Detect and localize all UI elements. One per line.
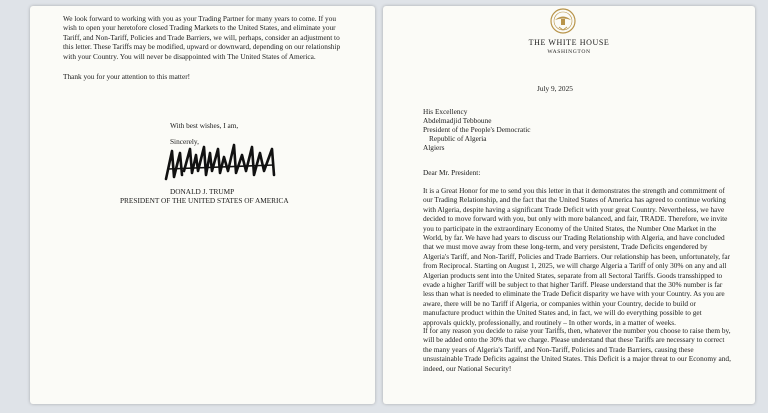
address-line: His Excellency — [423, 107, 468, 116]
address-line: Republic of Algeria — [429, 134, 487, 143]
letterhead-name: THE WHITE HOUSE — [528, 38, 610, 47]
best-wishes-line: With best wishes, I am, — [170, 121, 239, 130]
closing-paragraph: We look forward to working with you as your Trading Partner for many years to come. If you wish to open your heretofore closed Trading Markets to the United States, and eliminate your Tariff, and Non-Tariff, Policies and Trade Barriers, we will, perhaps, consider an adjustment to this letter. These Tariffs may be modified, upward or downward, depending on our relationship with your Country. You will never be disappointed with The United States of America. — [63, 14, 341, 61]
body-paragraph: If for any reason you decide to raise your Tariffs, then, whatever the number you choose to raise them by, will be added onto the 30% that we charge. Please understand that these Tariffs are necessary to correct the many years of Algeria's Tariff, and Non-Tariff, Policies and Trade Barriers, causing these unsustainable Trade Deficits against the United States. This Deficit is a major threat to our Economy and, indeed, our National Security! — [423, 326, 731, 373]
handwritten-signature — [162, 141, 280, 189]
salutation: Dear Mr. President: — [423, 168, 481, 177]
thanks-line: Thank you for your attention to this matter! — [63, 72, 191, 81]
signer-title: PRESIDENT OF THE UNITED STATES OF AMERICA — [120, 196, 289, 205]
letter-page-right — [383, 6, 755, 404]
presidential-seal-icon — [550, 8, 576, 34]
address-line: Algiers — [423, 143, 445, 152]
address-line: Abdelmadjid Tebboune — [423, 116, 492, 125]
letter-page-left — [30, 6, 375, 404]
sincerely-line: Sincerely, — [170, 137, 199, 146]
letterhead-city: WASHINGTON — [547, 49, 591, 55]
body-paragraph: It is a Great Honor for me to send you this letter in that it demonstrates the strength and commitment of our Trading Relationship, and the fact that the United States of America has agreed to continue working with Algeria, despite having a significant Trade Deficit with your great Country. Nevertheless, we have decided to move forward with you, but only with more balanced, and fair, TRADE. Therefore, we invite you to participate in the extraordinary Economy of the United States, the Number One Market in the World, by far. We have had years to discuss our Trading Relationship with Algeria, and have concluded that we must move away from these long-term, and very persistent, Trade Deficits engendered by Algeria's Tariff, and Non-Tariff, Policies and Trade Barriers. Our relationship has been, unfortunately, far from Reciprocal. Starting on August 1, 2025, we will charge Algeria a Tariff of only 30% on any and all Algerian products sent into the United States, separate from all Sectoral Tariffs. Goods transshipped to evade a higher Tariff will be subject to that higher Tariff. Please understand that the 30% number is far less than what is needed to eliminate the Trade Deficit disparity we have with your Country. As you are aware, there will be no Tariff if Algeria, or companies within your Country, decide to build or manufacture product within the United States and, in fact, we will do everything possible to get approvals quickly, professionally, and routinely – In other words, in a matter of weeks. — [423, 186, 731, 327]
letter-date: July 9, 2025 — [537, 84, 573, 93]
signer-name: DONALD J. TRUMP — [170, 187, 235, 196]
address-line: President of the People's Democratic — [423, 125, 531, 134]
